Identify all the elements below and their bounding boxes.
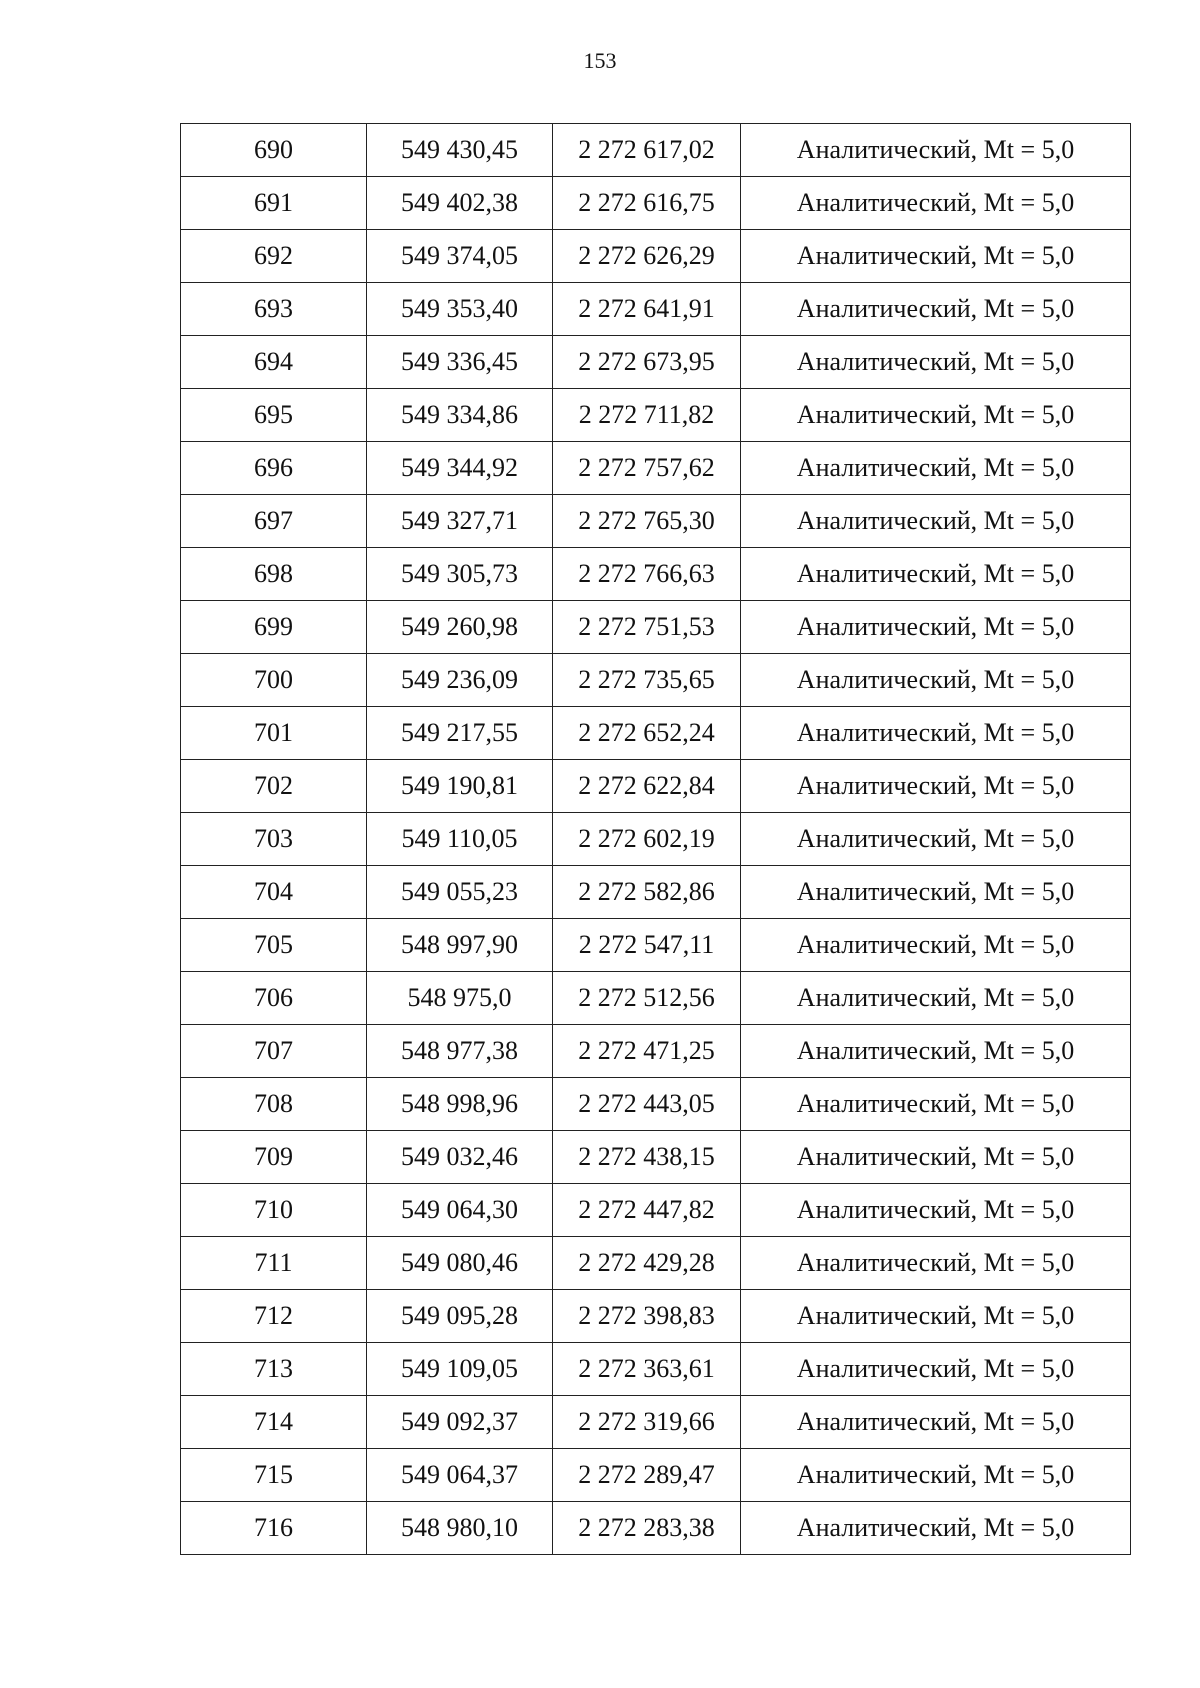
point-number-cell: 709 xyxy=(181,1131,367,1184)
table-row xyxy=(181,230,1131,283)
x-coordinate-cell: 549 055,23 xyxy=(367,866,553,919)
coordinates-table xyxy=(180,123,1131,1555)
x-coordinate-cell: 548 997,90 xyxy=(367,919,553,972)
table-row xyxy=(181,495,1131,548)
table-row xyxy=(181,1078,1131,1131)
y-coordinate-cell: 2 272 443,05 xyxy=(553,1078,741,1131)
point-number-cell: 696 xyxy=(181,442,367,495)
table-row xyxy=(181,442,1131,495)
y-coordinate-cell: 2 272 289,47 xyxy=(553,1449,741,1502)
method-cell: Аналитический, Mt = 5,0 xyxy=(741,1237,1131,1290)
table-row xyxy=(181,389,1131,442)
coordinates-table-body xyxy=(181,124,1131,1555)
method-cell: Аналитический, Mt = 5,0 xyxy=(741,1343,1131,1396)
method-cell: Аналитический, Mt = 5,0 xyxy=(741,1184,1131,1237)
method-cell: Аналитический, Mt = 5,0 xyxy=(741,707,1131,760)
x-coordinate-cell: 549 236,09 xyxy=(367,654,553,707)
table-row xyxy=(181,919,1131,972)
point-number-cell: 694 xyxy=(181,336,367,389)
y-coordinate-cell: 2 272 616,75 xyxy=(553,177,741,230)
table-row xyxy=(181,1131,1131,1184)
method-cell: Аналитический, Mt = 5,0 xyxy=(741,495,1131,548)
method-cell: Аналитический, Mt = 5,0 xyxy=(741,813,1131,866)
method-cell: Аналитический, Mt = 5,0 xyxy=(741,1131,1131,1184)
y-coordinate-cell: 2 272 363,61 xyxy=(553,1343,741,1396)
y-coordinate-cell: 2 272 617,02 xyxy=(553,124,741,177)
table-row xyxy=(181,760,1131,813)
point-number-cell: 712 xyxy=(181,1290,367,1343)
x-coordinate-cell: 549 305,73 xyxy=(367,548,553,601)
method-cell: Аналитический, Mt = 5,0 xyxy=(741,1396,1131,1449)
y-coordinate-cell: 2 272 582,86 xyxy=(553,866,741,919)
y-coordinate-cell: 2 272 711,82 xyxy=(553,389,741,442)
method-cell: Аналитический, Mt = 5,0 xyxy=(741,230,1131,283)
y-coordinate-cell: 2 272 622,84 xyxy=(553,760,741,813)
table-row xyxy=(181,1184,1131,1237)
y-coordinate-cell: 2 272 512,56 xyxy=(553,972,741,1025)
table-row xyxy=(181,1396,1131,1449)
x-coordinate-cell: 548 980,10 xyxy=(367,1502,553,1555)
method-cell: Аналитический, Mt = 5,0 xyxy=(741,972,1131,1025)
point-number-cell: 701 xyxy=(181,707,367,760)
point-number-cell: 706 xyxy=(181,972,367,1025)
point-number-cell: 703 xyxy=(181,813,367,866)
method-cell: Аналитический, Mt = 5,0 xyxy=(741,1290,1131,1343)
table-row xyxy=(181,1025,1131,1078)
table-row xyxy=(181,813,1131,866)
point-number-cell: 693 xyxy=(181,283,367,336)
table-row xyxy=(181,1502,1131,1555)
x-coordinate-cell: 549 327,71 xyxy=(367,495,553,548)
point-number-cell: 695 xyxy=(181,389,367,442)
point-number-cell: 699 xyxy=(181,601,367,654)
method-cell: Аналитический, Mt = 5,0 xyxy=(741,1502,1131,1555)
table-row xyxy=(181,124,1131,177)
y-coordinate-cell: 2 272 652,24 xyxy=(553,707,741,760)
point-number-cell: 697 xyxy=(181,495,367,548)
method-cell: Аналитический, Mt = 5,0 xyxy=(741,1025,1131,1078)
y-coordinate-cell: 2 272 438,15 xyxy=(553,1131,741,1184)
y-coordinate-cell: 2 272 602,19 xyxy=(553,813,741,866)
y-coordinate-cell: 2 272 765,30 xyxy=(553,495,741,548)
y-coordinate-cell: 2 272 429,28 xyxy=(553,1237,741,1290)
method-cell: Аналитический, Mt = 5,0 xyxy=(741,601,1131,654)
x-coordinate-cell: 549 109,05 xyxy=(367,1343,553,1396)
x-coordinate-cell: 549 374,05 xyxy=(367,230,553,283)
method-cell: Аналитический, Mt = 5,0 xyxy=(741,124,1131,177)
x-coordinate-cell: 549 190,81 xyxy=(367,760,553,813)
table-row xyxy=(181,707,1131,760)
x-coordinate-cell: 549 334,86 xyxy=(367,389,553,442)
x-coordinate-cell: 549 344,92 xyxy=(367,442,553,495)
x-coordinate-cell: 549 402,38 xyxy=(367,177,553,230)
y-coordinate-cell: 2 272 319,66 xyxy=(553,1396,741,1449)
point-number-cell: 716 xyxy=(181,1502,367,1555)
x-coordinate-cell: 549 064,37 xyxy=(367,1449,553,1502)
x-coordinate-cell: 549 032,46 xyxy=(367,1131,553,1184)
method-cell: Аналитический, Mt = 5,0 xyxy=(741,1449,1131,1502)
table-row xyxy=(181,1343,1131,1396)
point-number-cell: 691 xyxy=(181,177,367,230)
x-coordinate-cell: 548 975,0 xyxy=(367,972,553,1025)
y-coordinate-cell: 2 272 673,95 xyxy=(553,336,741,389)
table-row xyxy=(181,283,1131,336)
point-number-cell: 705 xyxy=(181,919,367,972)
table-row xyxy=(181,601,1131,654)
x-coordinate-cell: 549 430,45 xyxy=(367,124,553,177)
method-cell: Аналитический, Mt = 5,0 xyxy=(741,548,1131,601)
y-coordinate-cell: 2 272 766,63 xyxy=(553,548,741,601)
point-number-cell: 714 xyxy=(181,1396,367,1449)
y-coordinate-cell: 2 272 626,29 xyxy=(553,230,741,283)
point-number-cell: 707 xyxy=(181,1025,367,1078)
x-coordinate-cell: 549 336,45 xyxy=(367,336,553,389)
table-row xyxy=(181,654,1131,707)
point-number-cell: 702 xyxy=(181,760,367,813)
table-row xyxy=(181,1237,1131,1290)
method-cell: Аналитический, Mt = 5,0 xyxy=(741,866,1131,919)
point-number-cell: 700 xyxy=(181,654,367,707)
point-number-cell: 704 xyxy=(181,866,367,919)
point-number-cell: 690 xyxy=(181,124,367,177)
method-cell: Аналитический, Mt = 5,0 xyxy=(741,654,1131,707)
y-coordinate-cell: 2 272 735,65 xyxy=(553,654,741,707)
table-row xyxy=(181,177,1131,230)
point-number-cell: 715 xyxy=(181,1449,367,1502)
x-coordinate-cell: 549 110,05 xyxy=(367,813,553,866)
table-row xyxy=(181,866,1131,919)
page-number: 153 xyxy=(583,48,617,73)
table-row xyxy=(181,336,1131,389)
method-cell: Аналитический, Mt = 5,0 xyxy=(741,283,1131,336)
method-cell: Аналитический, Mt = 5,0 xyxy=(741,177,1131,230)
y-coordinate-cell: 2 272 751,53 xyxy=(553,601,741,654)
x-coordinate-cell: 549 092,37 xyxy=(367,1396,553,1449)
x-coordinate-cell: 549 353,40 xyxy=(367,283,553,336)
y-coordinate-cell: 2 272 757,62 xyxy=(553,442,741,495)
table-row xyxy=(181,548,1131,601)
x-coordinate-cell: 549 080,46 xyxy=(367,1237,553,1290)
x-coordinate-cell: 548 977,38 xyxy=(367,1025,553,1078)
method-cell: Аналитический, Mt = 5,0 xyxy=(741,760,1131,813)
method-cell: Аналитический, Mt = 5,0 xyxy=(741,919,1131,972)
table-row xyxy=(181,1449,1131,1502)
x-coordinate-cell: 549 064,30 xyxy=(367,1184,553,1237)
point-number-cell: 708 xyxy=(181,1078,367,1131)
method-cell: Аналитический, Mt = 5,0 xyxy=(741,389,1131,442)
point-number-cell: 713 xyxy=(181,1343,367,1396)
x-coordinate-cell: 549 095,28 xyxy=(367,1290,553,1343)
y-coordinate-cell: 2 272 398,83 xyxy=(553,1290,741,1343)
method-cell: Аналитический, Mt = 5,0 xyxy=(741,1078,1131,1131)
table-row xyxy=(181,1290,1131,1343)
y-coordinate-cell: 2 272 471,25 xyxy=(553,1025,741,1078)
table-row xyxy=(181,972,1131,1025)
method-cell: Аналитический, Mt = 5,0 xyxy=(741,336,1131,389)
x-coordinate-cell: 549 217,55 xyxy=(367,707,553,760)
x-coordinate-cell: 548 998,96 xyxy=(367,1078,553,1131)
y-coordinate-cell: 2 272 641,91 xyxy=(553,283,741,336)
point-number-cell: 698 xyxy=(181,548,367,601)
point-number-cell: 692 xyxy=(181,230,367,283)
point-number-cell: 711 xyxy=(181,1237,367,1290)
y-coordinate-cell: 2 272 283,38 xyxy=(553,1502,741,1555)
x-coordinate-cell: 549 260,98 xyxy=(367,601,553,654)
y-coordinate-cell: 2 272 547,11 xyxy=(553,919,741,972)
point-number-cell: 710 xyxy=(181,1184,367,1237)
y-coordinate-cell: 2 272 447,82 xyxy=(553,1184,741,1237)
method-cell: Аналитический, Mt = 5,0 xyxy=(741,442,1131,495)
